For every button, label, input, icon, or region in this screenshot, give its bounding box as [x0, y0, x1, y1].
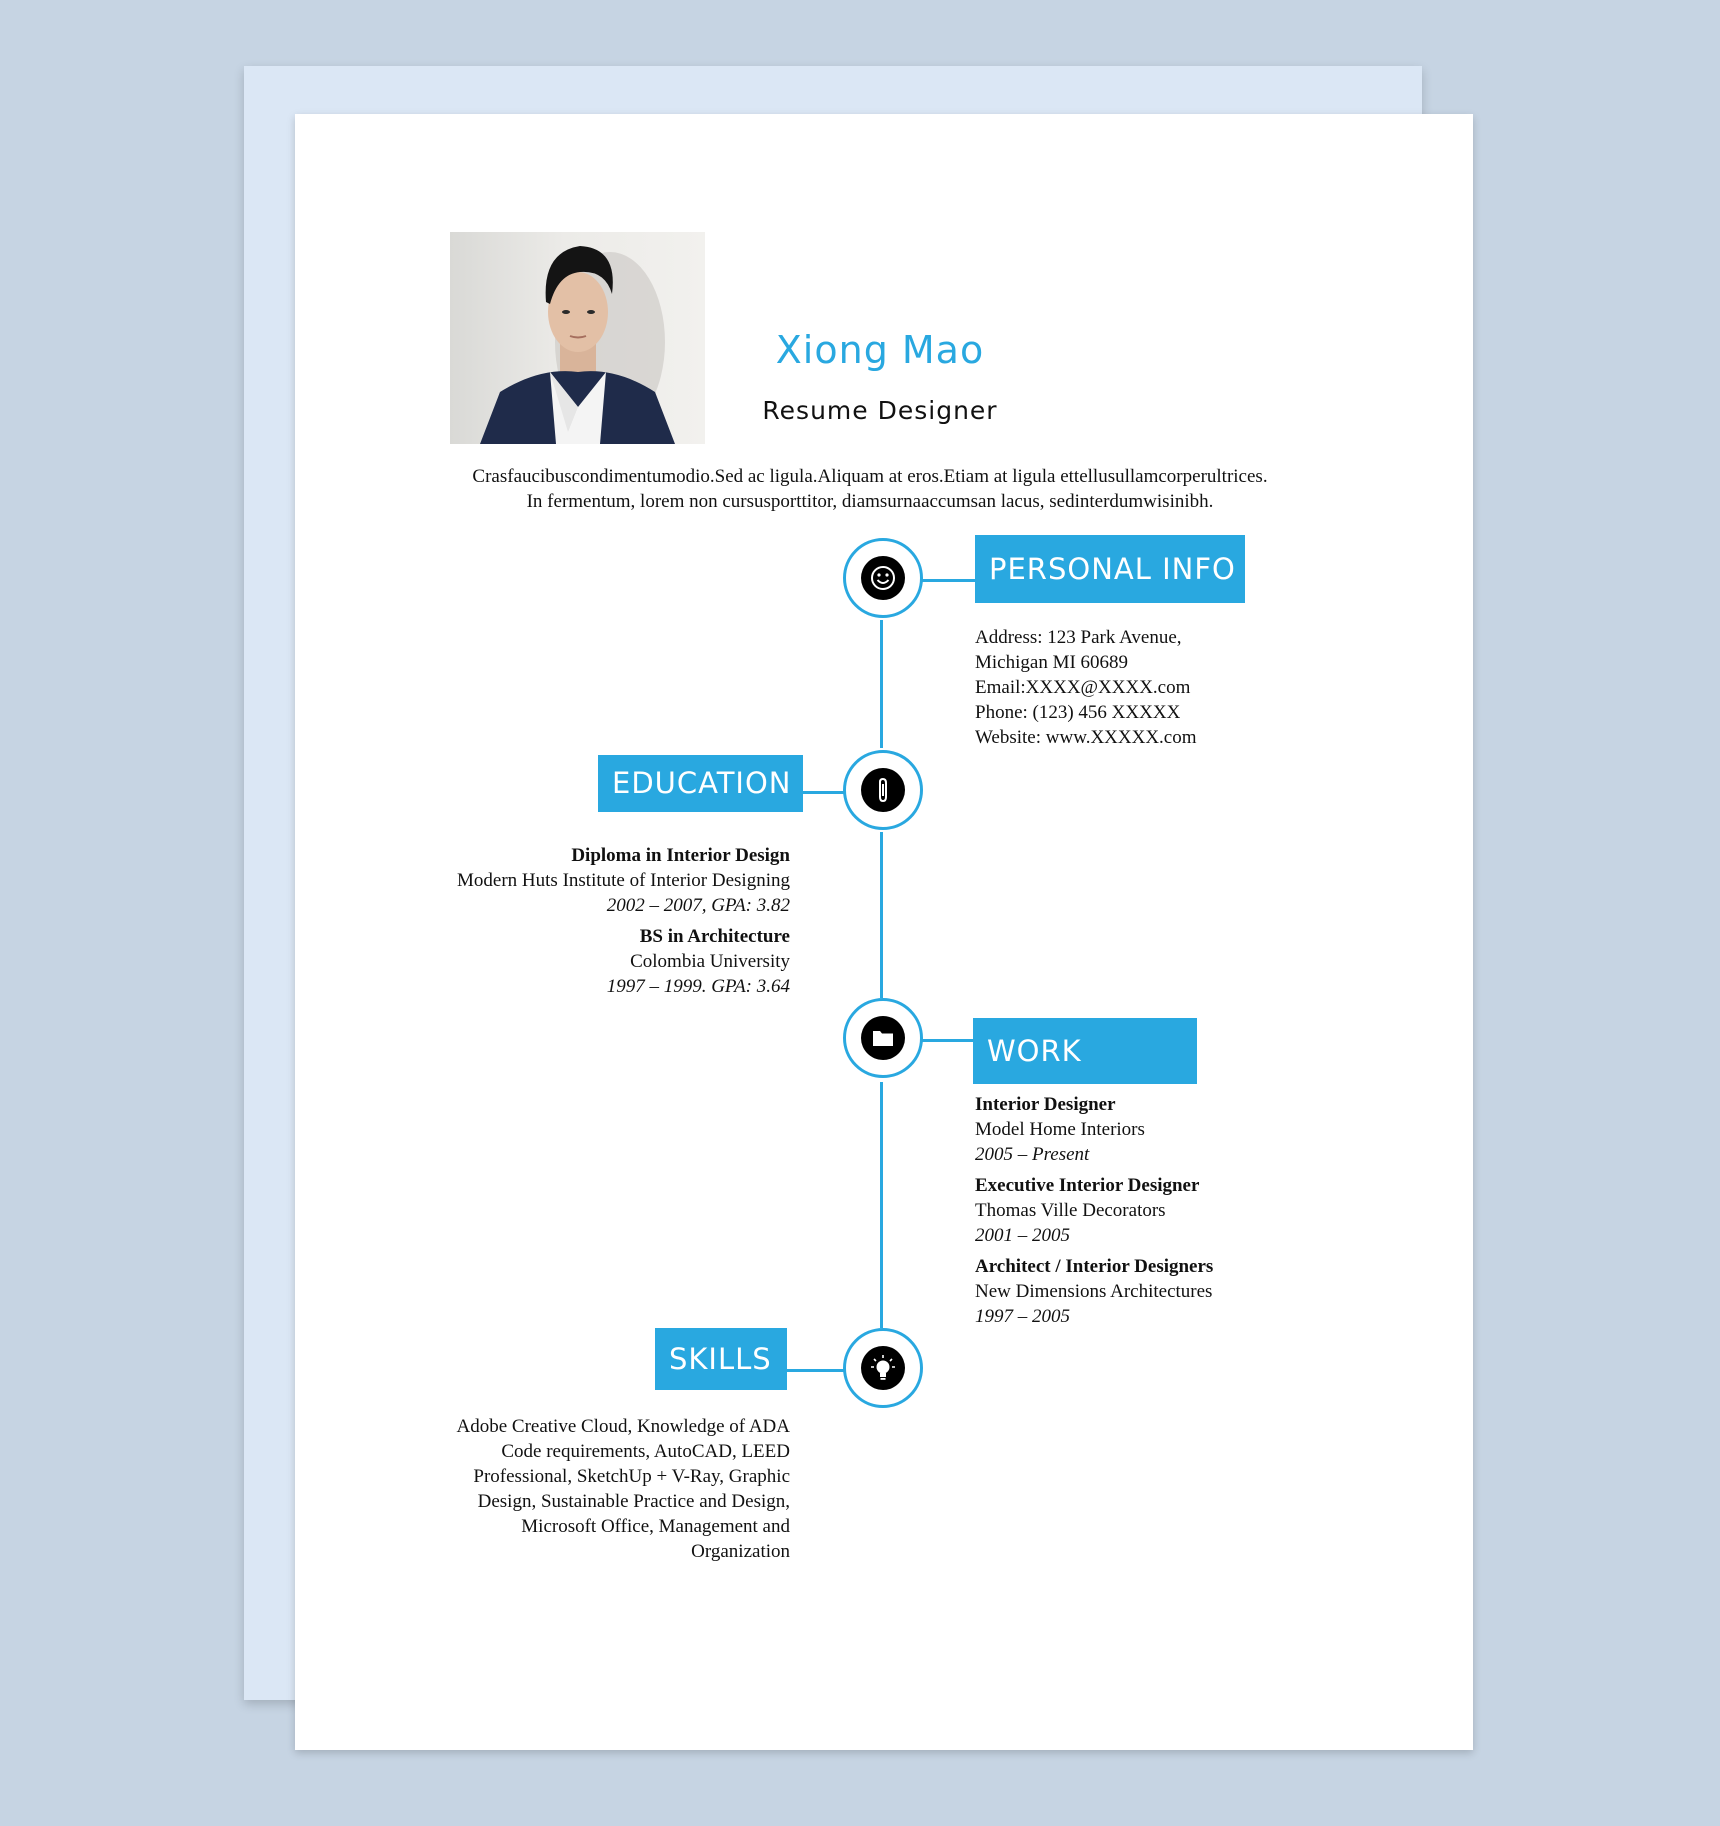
education-dates: 2002 – 2007, GPA: 3.82 [606, 895, 790, 916]
smiley-icon [861, 556, 905, 600]
education-title: Diploma in Interior Design [571, 845, 790, 866]
lightbulb-icon [861, 1346, 905, 1390]
paperclip-icon [861, 768, 905, 812]
section-label-skills: SKILLS [655, 1328, 787, 1390]
section-label-personal-info: PERSONAL INFO [975, 535, 1245, 603]
skills-line: Organization [691, 1541, 790, 1562]
education-org: Modern Huts Institute of Interior Designing [457, 870, 790, 891]
education-dates: 1997 – 1999. GPA: 3.64 [606, 976, 790, 997]
timeline-line [880, 832, 883, 998]
education-node [843, 750, 923, 830]
personal-info-line: Website: www.XXXXX.com [975, 727, 1197, 748]
skills-line: Code requirements, AutoCAD, LEED [501, 1441, 790, 1462]
section-label-work: WORK [973, 1018, 1197, 1084]
personal-info-block [975, 625, 1355, 750]
education-org: Colombia University [630, 951, 790, 972]
timeline-line [880, 620, 883, 748]
personal-info-line: Address: 123 Park Avenue, [975, 627, 1182, 648]
work-title: Architect / Interior Designers [975, 1256, 1214, 1277]
intro-line: In fermentum, lorem non cursusporttitor, diamsurnaaccumsan lacus, sedinterdumwisinibh. [526, 491, 1214, 512]
work-block [975, 1092, 1375, 1329]
work-dates: 2001 – 2005 [975, 1225, 1070, 1246]
education-block [390, 843, 790, 999]
work-org: Model Home Interiors [975, 1119, 1145, 1140]
work-org: Thomas Ville Decorators [975, 1200, 1166, 1221]
skills-node [843, 1328, 923, 1408]
skills-line: Design, Sustainable Practice and Design, [477, 1491, 790, 1512]
personal-info-line: Phone: (123) 456 XXXXX [975, 702, 1181, 723]
work-title: Executive Interior Designer [975, 1175, 1200, 1196]
skills-line: Adobe Creative Cloud, Knowledge of ADA [456, 1416, 790, 1437]
timeline-line [880, 1082, 883, 1328]
education-title: BS in Architecture [639, 926, 790, 947]
personal-info-line: Michigan MI 60689 [975, 652, 1129, 673]
connector [803, 791, 844, 794]
intro-line: Crasfaucibuscondimentumodio.Sed ac ligula.Aliquam at eros.Etiam at ligula ettellusullamcorperultrices. [472, 466, 1268, 487]
skills-line: Microsoft Office, Management and [521, 1516, 790, 1537]
work-org: New Dimensions Architectures [975, 1281, 1213, 1302]
connector [787, 1369, 844, 1372]
personal-node [843, 538, 923, 618]
work-dates: 2005 – Present [975, 1144, 1090, 1165]
personal-info-line: Email:XXXX@XXXX.com [975, 677, 1191, 698]
profile-photo [450, 232, 705, 444]
work-node [843, 998, 923, 1078]
candidate-name: Xiong Mao [775, 328, 985, 372]
candidate-title: Resume Designer [762, 396, 998, 425]
work-dates: 1997 – 2005 [975, 1306, 1070, 1327]
connector [919, 1039, 973, 1042]
work-title: Interior Designer [975, 1094, 1116, 1115]
folder-icon [861, 1016, 905, 1060]
connector [919, 579, 975, 582]
section-label-education: EDUCATION [598, 755, 803, 812]
intro-text [420, 464, 1320, 514]
skills-block [390, 1414, 790, 1564]
skills-line: Professional, SketchUp + V-Ray, Graphic [473, 1466, 790, 1487]
